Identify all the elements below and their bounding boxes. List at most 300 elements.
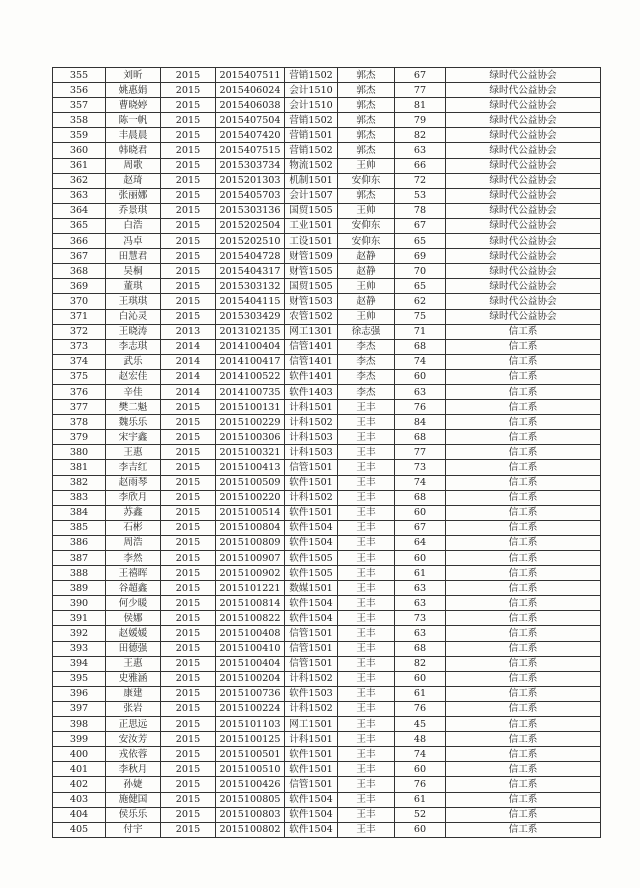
student-id-cell: 2015100501 bbox=[216, 747, 285, 762]
row-number-cell: 364 bbox=[53, 203, 106, 218]
class-name-cell: 计科1501 bbox=[285, 732, 338, 747]
department-cell: 绿时代公益协会 bbox=[446, 279, 601, 294]
score-cell: 84 bbox=[395, 415, 446, 430]
advisor-name-cell: 王丰 bbox=[338, 747, 395, 762]
class-name-cell: 会计1510 bbox=[285, 98, 338, 113]
score-cell: 63 bbox=[395, 596, 446, 611]
row-number-cell: 380 bbox=[53, 445, 106, 460]
table-row bbox=[53, 234, 601, 249]
score-cell: 60 bbox=[395, 822, 446, 837]
student-name-cell: 侯娜 bbox=[106, 611, 161, 626]
table-row bbox=[53, 611, 601, 626]
department-cell: 绿时代公益协会 bbox=[446, 83, 601, 98]
score-cell: 67 bbox=[395, 68, 446, 83]
student-id-cell: 2014100417 bbox=[216, 354, 285, 369]
department-cell: 信工系 bbox=[446, 505, 601, 520]
advisor-name-cell: 王丰 bbox=[338, 701, 395, 716]
row-number-cell: 405 bbox=[53, 822, 106, 837]
row-number-cell: 358 bbox=[53, 113, 106, 128]
department-cell: 信工系 bbox=[446, 641, 601, 656]
student-id-cell: 2015100803 bbox=[216, 807, 285, 822]
row-number-cell: 369 bbox=[53, 279, 106, 294]
table-row bbox=[53, 535, 601, 550]
student-name-cell: 李欣月 bbox=[106, 490, 161, 505]
department-cell: 信工系 bbox=[446, 430, 601, 445]
advisor-name-cell: 郭杰 bbox=[338, 98, 395, 113]
class-name-cell: 软件1505 bbox=[285, 566, 338, 581]
class-name-cell: 计科1501 bbox=[285, 400, 338, 415]
advisor-name-cell: 郭杰 bbox=[338, 188, 395, 203]
score-cell: 68 bbox=[395, 339, 446, 354]
advisor-name-cell: 徐志强 bbox=[338, 324, 395, 339]
row-number-cell: 392 bbox=[53, 626, 106, 641]
enroll-year-cell: 2015 bbox=[161, 611, 216, 626]
table-row bbox=[53, 430, 601, 445]
class-name-cell: 软件1501 bbox=[285, 475, 338, 490]
enroll-year-cell: 2015 bbox=[161, 490, 216, 505]
class-name-cell: 营销1502 bbox=[285, 143, 338, 158]
advisor-name-cell: 王丰 bbox=[338, 460, 395, 475]
department-cell: 信工系 bbox=[446, 686, 601, 701]
score-cell: 75 bbox=[395, 309, 446, 324]
student-name-cell: 刘昕 bbox=[106, 68, 161, 83]
class-name-cell: 软件1503 bbox=[285, 686, 338, 701]
score-cell: 74 bbox=[395, 747, 446, 762]
enroll-year-cell: 2015 bbox=[161, 686, 216, 701]
advisor-name-cell: 王帅 bbox=[338, 309, 395, 324]
table-row bbox=[53, 717, 601, 732]
department-cell: 信工系 bbox=[446, 596, 601, 611]
table-row bbox=[53, 460, 601, 475]
enroll-year-cell: 2015 bbox=[161, 475, 216, 490]
advisor-name-cell: 王帅 bbox=[338, 158, 395, 173]
advisor-name-cell: 王帅 bbox=[338, 203, 395, 218]
table-row bbox=[53, 686, 601, 701]
row-number-cell: 362 bbox=[53, 173, 106, 188]
student-id-cell: 2015100131 bbox=[216, 400, 285, 415]
enroll-year-cell: 2015 bbox=[161, 158, 216, 173]
student-name-cell: 王琪琪 bbox=[106, 294, 161, 309]
advisor-name-cell: 郭杰 bbox=[338, 113, 395, 128]
student-name-cell: 付宇 bbox=[106, 822, 161, 837]
roster-table-body bbox=[53, 68, 601, 838]
class-name-cell: 计科1502 bbox=[285, 671, 338, 686]
student-name-cell: 施健国 bbox=[106, 792, 161, 807]
score-cell: 61 bbox=[395, 686, 446, 701]
department-cell: 绿时代公益协会 bbox=[446, 113, 601, 128]
department-cell: 信工系 bbox=[446, 400, 601, 415]
student-name-cell: 乔景琪 bbox=[106, 203, 161, 218]
student-id-cell: 2015100410 bbox=[216, 641, 285, 656]
student-id-cell: 2015303734 bbox=[216, 158, 285, 173]
enroll-year-cell: 2015 bbox=[161, 415, 216, 430]
table-row bbox=[53, 762, 601, 777]
class-name-cell: 财管1509 bbox=[285, 249, 338, 264]
row-number-cell: 370 bbox=[53, 294, 106, 309]
student-name-cell: 戎依蓉 bbox=[106, 747, 161, 762]
enroll-year-cell: 2015 bbox=[161, 264, 216, 279]
student-id-cell: 2015407504 bbox=[216, 113, 285, 128]
row-number-cell: 396 bbox=[53, 686, 106, 701]
student-name-cell: 丰晨晨 bbox=[106, 128, 161, 143]
class-name-cell: 软件1501 bbox=[285, 747, 338, 762]
row-number-cell: 391 bbox=[53, 611, 106, 626]
class-name-cell: 国贸1505 bbox=[285, 279, 338, 294]
student-id-cell: 2015100413 bbox=[216, 460, 285, 475]
department-cell: 绿时代公益协会 bbox=[446, 143, 601, 158]
row-number-cell: 368 bbox=[53, 264, 106, 279]
table-row bbox=[53, 505, 601, 520]
class-name-cell: 信管1501 bbox=[285, 656, 338, 671]
advisor-name-cell: 赵静 bbox=[338, 249, 395, 264]
enroll-year-cell: 2015 bbox=[161, 762, 216, 777]
enroll-year-cell: 2015 bbox=[161, 641, 216, 656]
row-number-cell: 398 bbox=[53, 717, 106, 732]
class-name-cell: 软件1504 bbox=[285, 822, 338, 837]
advisor-name-cell: 王丰 bbox=[338, 792, 395, 807]
row-number-cell: 359 bbox=[53, 128, 106, 143]
enroll-year-cell: 2015 bbox=[161, 188, 216, 203]
department-cell: 信工系 bbox=[446, 475, 601, 490]
table-row bbox=[53, 671, 601, 686]
advisor-name-cell: 安仰东 bbox=[338, 234, 395, 249]
advisor-name-cell: 王丰 bbox=[338, 475, 395, 490]
student-id-cell: 2015202510 bbox=[216, 234, 285, 249]
student-name-cell: 王惠 bbox=[106, 445, 161, 460]
class-name-cell: 网工1301 bbox=[285, 324, 338, 339]
row-number-cell: 383 bbox=[53, 490, 106, 505]
table-row bbox=[53, 566, 601, 581]
enroll-year-cell: 2015 bbox=[161, 309, 216, 324]
student-id-cell: 2013102135 bbox=[216, 324, 285, 339]
department-cell: 信工系 bbox=[446, 732, 601, 747]
row-number-cell: 403 bbox=[53, 792, 106, 807]
class-name-cell: 软件1504 bbox=[285, 535, 338, 550]
row-number-cell: 374 bbox=[53, 354, 106, 369]
department-cell: 信工系 bbox=[446, 822, 601, 837]
enroll-year-cell: 2015 bbox=[161, 822, 216, 837]
class-name-cell: 软件1504 bbox=[285, 596, 338, 611]
row-number-cell: 355 bbox=[53, 68, 106, 83]
department-cell: 信工系 bbox=[446, 445, 601, 460]
row-number-cell: 386 bbox=[53, 535, 106, 550]
student-name-cell: 赵宏佳 bbox=[106, 369, 161, 384]
department-cell: 信工系 bbox=[446, 762, 601, 777]
enroll-year-cell: 2015 bbox=[161, 671, 216, 686]
student-id-cell: 2015303429 bbox=[216, 309, 285, 324]
student-name-cell: 白浩 bbox=[106, 218, 161, 233]
student-id-cell: 2015100224 bbox=[216, 701, 285, 716]
student-id-cell: 2015100306 bbox=[216, 430, 285, 445]
class-name-cell: 软件1505 bbox=[285, 551, 338, 566]
row-number-cell: 390 bbox=[53, 596, 106, 611]
table-row bbox=[53, 520, 601, 535]
class-name-cell: 机制1501 bbox=[285, 173, 338, 188]
class-name-cell: 信管1501 bbox=[285, 641, 338, 656]
advisor-name-cell: 李杰 bbox=[338, 339, 395, 354]
enroll-year-cell: 2013 bbox=[161, 324, 216, 339]
enroll-year-cell: 2015 bbox=[161, 68, 216, 83]
enroll-year-cell: 2015 bbox=[161, 792, 216, 807]
table-row bbox=[53, 264, 601, 279]
table-row bbox=[53, 279, 601, 294]
row-number-cell: 399 bbox=[53, 732, 106, 747]
student-id-cell: 2015100902 bbox=[216, 566, 285, 581]
enroll-year-cell: 2015 bbox=[161, 445, 216, 460]
class-name-cell: 信管1401 bbox=[285, 339, 338, 354]
advisor-name-cell: 王丰 bbox=[338, 822, 395, 837]
class-name-cell: 计科1503 bbox=[285, 430, 338, 445]
enroll-year-cell: 2015 bbox=[161, 520, 216, 535]
row-number-cell: 357 bbox=[53, 98, 106, 113]
row-number-cell: 376 bbox=[53, 384, 106, 399]
department-cell: 绿时代公益协会 bbox=[446, 234, 601, 249]
department-cell: 信工系 bbox=[446, 415, 601, 430]
class-name-cell: 财管1503 bbox=[285, 294, 338, 309]
advisor-name-cell: 王丰 bbox=[338, 656, 395, 671]
student-id-cell: 2015100510 bbox=[216, 762, 285, 777]
score-cell: 76 bbox=[395, 777, 446, 792]
class-name-cell: 计科1502 bbox=[285, 701, 338, 716]
advisor-name-cell: 赵静 bbox=[338, 264, 395, 279]
score-cell: 67 bbox=[395, 520, 446, 535]
advisor-name-cell: 安仰东 bbox=[338, 173, 395, 188]
table-row bbox=[53, 113, 601, 128]
score-cell: 63 bbox=[395, 143, 446, 158]
row-number-cell: 375 bbox=[53, 369, 106, 384]
score-cell: 73 bbox=[395, 460, 446, 475]
student-id-cell: 2015100802 bbox=[216, 822, 285, 837]
class-name-cell: 软件1501 bbox=[285, 762, 338, 777]
department-cell: 信工系 bbox=[446, 384, 601, 399]
table-row bbox=[53, 807, 601, 822]
enroll-year-cell: 2015 bbox=[161, 400, 216, 415]
score-cell: 60 bbox=[395, 551, 446, 566]
student-name-cell: 王晓涛 bbox=[106, 324, 161, 339]
table-row bbox=[53, 158, 601, 173]
student-name-cell: 孙婕 bbox=[106, 777, 161, 792]
table-row bbox=[53, 490, 601, 505]
department-cell: 信工系 bbox=[446, 717, 601, 732]
student-name-cell: 樊二魁 bbox=[106, 400, 161, 415]
department-cell: 信工系 bbox=[446, 369, 601, 384]
row-number-cell: 381 bbox=[53, 460, 106, 475]
class-name-cell: 工业1501 bbox=[285, 218, 338, 233]
score-cell: 61 bbox=[395, 566, 446, 581]
student-name-cell: 谷超鑫 bbox=[106, 581, 161, 596]
row-number-cell: 356 bbox=[53, 83, 106, 98]
row-number-cell: 402 bbox=[53, 777, 106, 792]
department-cell: 信工系 bbox=[446, 535, 601, 550]
student-id-cell: 2015404728 bbox=[216, 249, 285, 264]
class-name-cell: 软件1504 bbox=[285, 807, 338, 822]
department-cell: 信工系 bbox=[446, 777, 601, 792]
class-name-cell: 计科1503 bbox=[285, 445, 338, 460]
student-name-cell: 李然 bbox=[106, 551, 161, 566]
enroll-year-cell: 2015 bbox=[161, 249, 216, 264]
enroll-year-cell: 2015 bbox=[161, 279, 216, 294]
row-number-cell: 361 bbox=[53, 158, 106, 173]
student-name-cell: 田慧君 bbox=[106, 249, 161, 264]
student-name-cell: 赵琦 bbox=[106, 173, 161, 188]
table-row bbox=[53, 354, 601, 369]
row-number-cell: 366 bbox=[53, 234, 106, 249]
advisor-name-cell: 王丰 bbox=[338, 596, 395, 611]
enroll-year-cell: 2015 bbox=[161, 83, 216, 98]
department-cell: 信工系 bbox=[446, 566, 601, 581]
advisor-name-cell: 安仰东 bbox=[338, 218, 395, 233]
score-cell: 65 bbox=[395, 234, 446, 249]
student-name-cell: 正思远 bbox=[106, 717, 161, 732]
score-cell: 77 bbox=[395, 83, 446, 98]
student-id-cell: 2015405703 bbox=[216, 188, 285, 203]
class-name-cell: 信管1501 bbox=[285, 626, 338, 641]
table-row bbox=[53, 822, 601, 837]
enroll-year-cell: 2015 bbox=[161, 218, 216, 233]
class-name-cell: 会计1507 bbox=[285, 188, 338, 203]
advisor-name-cell: 王丰 bbox=[338, 611, 395, 626]
row-number-cell: 400 bbox=[53, 747, 106, 762]
department-cell: 信工系 bbox=[446, 490, 601, 505]
student-name-cell: 周歌 bbox=[106, 158, 161, 173]
department-cell: 信工系 bbox=[446, 324, 601, 339]
advisor-name-cell: 郭杰 bbox=[338, 128, 395, 143]
enroll-year-cell: 2015 bbox=[161, 807, 216, 822]
class-name-cell: 软件1504 bbox=[285, 520, 338, 535]
student-id-cell: 2015100804 bbox=[216, 520, 285, 535]
advisor-name-cell: 王丰 bbox=[338, 551, 395, 566]
department-cell: 信工系 bbox=[446, 611, 601, 626]
student-id-cell: 2015100204 bbox=[216, 671, 285, 686]
class-name-cell: 会计1510 bbox=[285, 83, 338, 98]
score-cell: 52 bbox=[395, 807, 446, 822]
class-name-cell: 营销1501 bbox=[285, 128, 338, 143]
row-number-cell: 372 bbox=[53, 324, 106, 339]
advisor-name-cell: 赵静 bbox=[338, 294, 395, 309]
student-name-cell: 史雅涵 bbox=[106, 671, 161, 686]
department-cell: 绿时代公益协会 bbox=[446, 264, 601, 279]
table-row bbox=[53, 143, 601, 158]
enroll-year-cell: 2015 bbox=[161, 505, 216, 520]
score-cell: 65 bbox=[395, 279, 446, 294]
class-name-cell: 软件1501 bbox=[285, 505, 338, 520]
table-row bbox=[53, 747, 601, 762]
row-number-cell: 397 bbox=[53, 701, 106, 716]
advisor-name-cell: 王丰 bbox=[338, 445, 395, 460]
department-cell: 信工系 bbox=[446, 747, 601, 762]
score-cell: 70 bbox=[395, 264, 446, 279]
score-cell: 68 bbox=[395, 641, 446, 656]
enroll-year-cell: 2015 bbox=[161, 717, 216, 732]
table-row bbox=[53, 294, 601, 309]
advisor-name-cell: 李杰 bbox=[338, 354, 395, 369]
enroll-year-cell: 2015 bbox=[161, 732, 216, 747]
enroll-year-cell: 2014 bbox=[161, 384, 216, 399]
student-name-cell: 吴桐 bbox=[106, 264, 161, 279]
score-cell: 60 bbox=[395, 505, 446, 520]
department-cell: 绿时代公益协会 bbox=[446, 98, 601, 113]
student-id-cell: 2015407420 bbox=[216, 128, 285, 143]
student-name-cell: 辛佳 bbox=[106, 384, 161, 399]
department-cell: 绿时代公益协会 bbox=[446, 203, 601, 218]
score-cell: 53 bbox=[395, 188, 446, 203]
student-id-cell: 2015100426 bbox=[216, 777, 285, 792]
enroll-year-cell: 2015 bbox=[161, 98, 216, 113]
advisor-name-cell: 李杰 bbox=[338, 369, 395, 384]
class-name-cell: 信管1501 bbox=[285, 777, 338, 792]
class-name-cell: 软件1504 bbox=[285, 611, 338, 626]
student-id-cell: 2015407515 bbox=[216, 143, 285, 158]
student-name-cell: 周浩 bbox=[106, 535, 161, 550]
department-cell: 信工系 bbox=[446, 671, 601, 686]
class-name-cell: 营销1502 bbox=[285, 68, 338, 83]
department-cell: 绿时代公益协会 bbox=[446, 294, 601, 309]
row-number-cell: 401 bbox=[53, 762, 106, 777]
department-cell: 信工系 bbox=[446, 656, 601, 671]
student-id-cell: 2014100735 bbox=[216, 384, 285, 399]
student-name-cell: 李吉红 bbox=[106, 460, 161, 475]
score-cell: 68 bbox=[395, 490, 446, 505]
department-cell: 绿时代公益协会 bbox=[446, 309, 601, 324]
score-cell: 67 bbox=[395, 218, 446, 233]
enroll-year-cell: 2014 bbox=[161, 354, 216, 369]
student-id-cell: 2015100814 bbox=[216, 596, 285, 611]
student-name-cell: 何少暖 bbox=[106, 596, 161, 611]
row-number-cell: 394 bbox=[53, 656, 106, 671]
advisor-name-cell: 王丰 bbox=[338, 400, 395, 415]
student-id-cell: 2015202504 bbox=[216, 218, 285, 233]
student-id-cell: 2015406038 bbox=[216, 98, 285, 113]
advisor-name-cell: 王丰 bbox=[338, 490, 395, 505]
row-number-cell: 382 bbox=[53, 475, 106, 490]
score-cell: 60 bbox=[395, 369, 446, 384]
enroll-year-cell: 2015 bbox=[161, 551, 216, 566]
enroll-year-cell: 2014 bbox=[161, 339, 216, 354]
table-row bbox=[53, 641, 601, 656]
student-id-cell: 2015101103 bbox=[216, 717, 285, 732]
student-name-cell: 白沁灵 bbox=[106, 309, 161, 324]
row-number-cell: 388 bbox=[53, 566, 106, 581]
student-name-cell: 曹晓婷 bbox=[106, 98, 161, 113]
score-cell: 79 bbox=[395, 113, 446, 128]
class-name-cell: 工设1501 bbox=[285, 234, 338, 249]
advisor-name-cell: 王丰 bbox=[338, 415, 395, 430]
student-name-cell: 石彬 bbox=[106, 520, 161, 535]
advisor-name-cell: 王丰 bbox=[338, 430, 395, 445]
advisor-name-cell: 王帅 bbox=[338, 279, 395, 294]
table-row bbox=[53, 701, 601, 716]
advisor-name-cell: 王丰 bbox=[338, 807, 395, 822]
score-cell: 74 bbox=[395, 354, 446, 369]
enroll-year-cell: 2015 bbox=[161, 701, 216, 716]
score-cell: 68 bbox=[395, 430, 446, 445]
score-cell: 60 bbox=[395, 762, 446, 777]
class-name-cell: 营销1502 bbox=[285, 113, 338, 128]
table-row bbox=[53, 68, 601, 83]
table-row bbox=[53, 339, 601, 354]
row-number-cell: 384 bbox=[53, 505, 106, 520]
class-name-cell: 计科1502 bbox=[285, 415, 338, 430]
enroll-year-cell: 2015 bbox=[161, 430, 216, 445]
score-cell: 71 bbox=[395, 324, 446, 339]
enroll-year-cell: 2015 bbox=[161, 581, 216, 596]
score-cell: 81 bbox=[395, 98, 446, 113]
advisor-name-cell: 王丰 bbox=[338, 777, 395, 792]
table-row bbox=[53, 400, 601, 415]
score-cell: 73 bbox=[395, 611, 446, 626]
row-number-cell: 389 bbox=[53, 581, 106, 596]
table-row bbox=[53, 309, 601, 324]
